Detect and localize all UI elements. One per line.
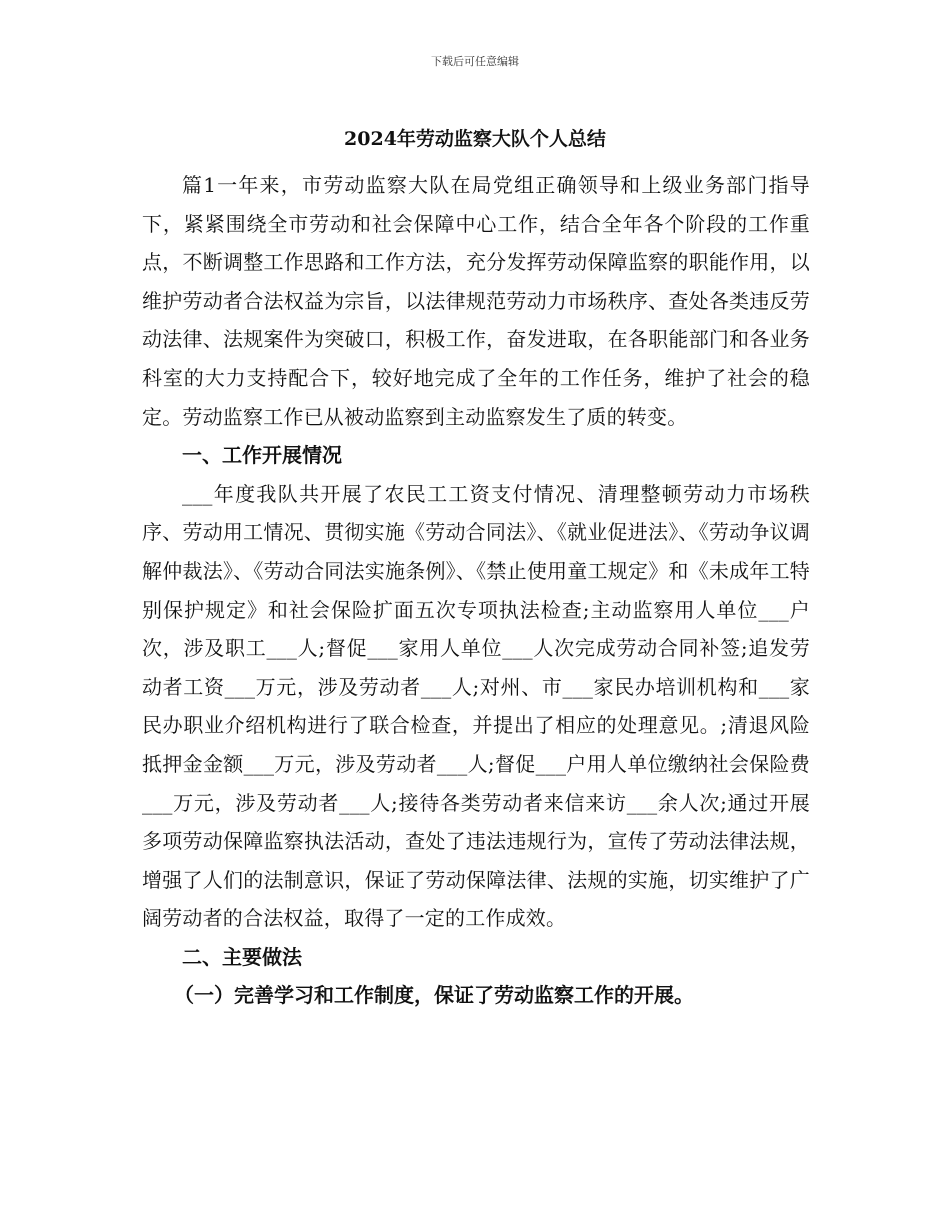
- work-status-paragraph: ___年度我队共开展了农民工工资支付情况、清理整顿劳动力市场秩序、劳动用工情况、贯彻实施《劳动合同法》、《就业促进法》、《劳动争议调解仲裁法》、《劳动合同法实施条例》、《禁止使用童工规定》和《未成年工特别保护规定》和社会保险扩面五次专项执法检查;主动监察用人单位___户次，涉及职工___人;督促___家用人单位___人次完成劳动合同补签;追发劳动者工资___万元，涉及劳动者___人;对州、市___家民办培训机构和___家民办职业介绍机构进行了联合检查，并提出了相应的处理意见。;清退风险抵押金金额___万元，涉及劳动者___人;督促___户用人单位缴纳社会保险费___万元，涉及劳动者___人;接待各类劳动者来信来访___余人次;通过开展多项劳动保障监察执法活动，查处了违法违规行为，宣传了劳动法律法规，增强了人们的法制意识，保证了劳动保障法律、法规的实施，切实维护了广阔劳动者的合法权益，取得了一定的工作成效。: [142, 481, 810, 931]
- document-body: [142, 166, 810, 1015]
- subsection-heading-study-system: （一）完善学习和工作制度，保证了劳动监察工作的开展。: [174, 983, 694, 1008]
- section-heading-work-status: 一、工作开展情况: [182, 443, 342, 468]
- intro-paragraph: 篇1一年来，市劳动监察大队在局党组正确领导和上级业务部门指导下，紧紧围绕全市劳动和社会保障中心工作，结合全年各个阶段的工作重点，不断调整工作思路和工作方法，充分发挥劳动保障监察的职能作用，以维护劳动者合法权益为宗旨，以法律规范劳动力市场秩序、查处各类违反劳动法律、法规案件为突破口，积极工作，奋发进取，在各职能部门和各业务科室的大力支持配合下，较好地完成了全年的工作任务，维护了社会的稳定。劳动监察工作已从被动监察到主动监察发生了质的转变。: [142, 173, 810, 429]
- document-title: 2024年劳动监察大队个人总结: [344, 128, 606, 150]
- header-note: 下载后可任意编辑: [431, 55, 519, 68]
- section-heading-main-practices: 二、主要做法: [182, 944, 302, 969]
